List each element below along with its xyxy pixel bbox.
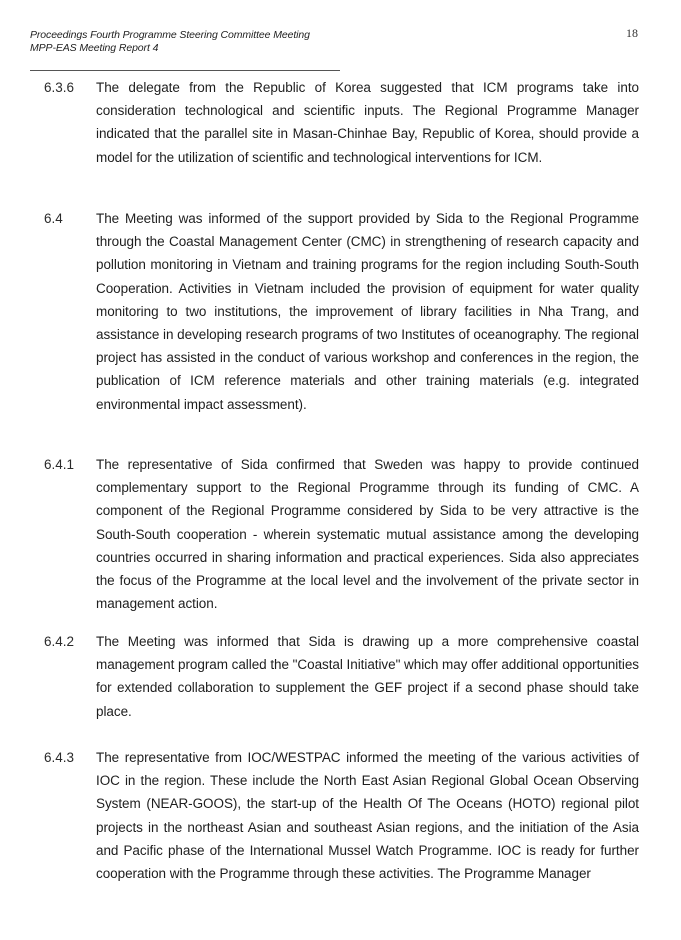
paragraph-text: The Meeting was informed of the support provided by Sida to the Regional Programme through the Coastal Management Center (CMC) in strengthening of research capacity and pollution monitoring in Vietnam and training programs for the region including South-South Cooperation. Activities in Vietnam included the provision of equipment for water quality monitoring to two institutions, the improvement of library facilities in Nha Trang, and assistance in developing research programs of two Institutes of oceanography. The regional project has assisted in the conduct of various workshop and conferences in the region, the publication of ICM reference materials and other training materials (e.g. integrated environmental impact assessment). [96,211,639,412]
page-number: 18 [626,26,638,40]
running-header [30,29,340,55]
paragraph-number: 6.3.6 [44,80,75,95]
paragraph-number: 6.4 [44,211,63,226]
paragraph-text: The Meeting was informed that Sida is drawing up a more comprehensive coastal management program called the "Coastal Initiative" which may offer additional opportunities for extended collaboration to supplement the GEF project if a second phase should take place. [96,634,639,719]
paragraph-number: 6.4.2 [44,634,75,649]
header-divider [30,70,340,71]
paragraph-number: 6.4.1 [44,457,75,472]
header-title: Proceedings Fourth Programme Steering Committee Meeting [30,29,310,41]
paragraph-text: The representative from IOC/WESTPAC informed the meeting of the various activities of IOC in the region. These include the North East Asian Regional Global Ocean Observing System (NEAR-GOOS), the start-up of the Health Of The Oceans (HOTO) regional pilot projects in the northeast Asian and southeast Asian regions, and the initiation of the Asia and Pacific phase of the International Mussel Watch Programme. IOC is ready for further cooperation with the Programme through these activities. The Programme Manager [96,750,639,882]
paragraph-number: 6.4.3 [44,750,75,765]
header-subtitle: MPP-EAS Meeting Report 4 [30,42,159,54]
paragraph-text: The delegate from the Republic of Korea suggested that ICM programs take into consideration technological and scientific inputs. The Regional Programme Manager indicated that the parallel site in Masan-Chinhae Bay, Republic of Korea, should provide a model for the utilization of scientific and technological interventions for ICM. [96,80,639,165]
paragraph-text: The representative of Sida confirmed that Sweden was happy to provide continued complementary support to the Regional Programme through its funding of CMC. A component of the Regional Programme considered by Sida to be very attractive is the South-South cooperation - wherein systematic mutual assistance among the developing countries occurred in sharing information and practical experiences. Sida also appreciates the focus of the Programme at the local level and the involvement of the private sector in management action. [96,457,639,612]
